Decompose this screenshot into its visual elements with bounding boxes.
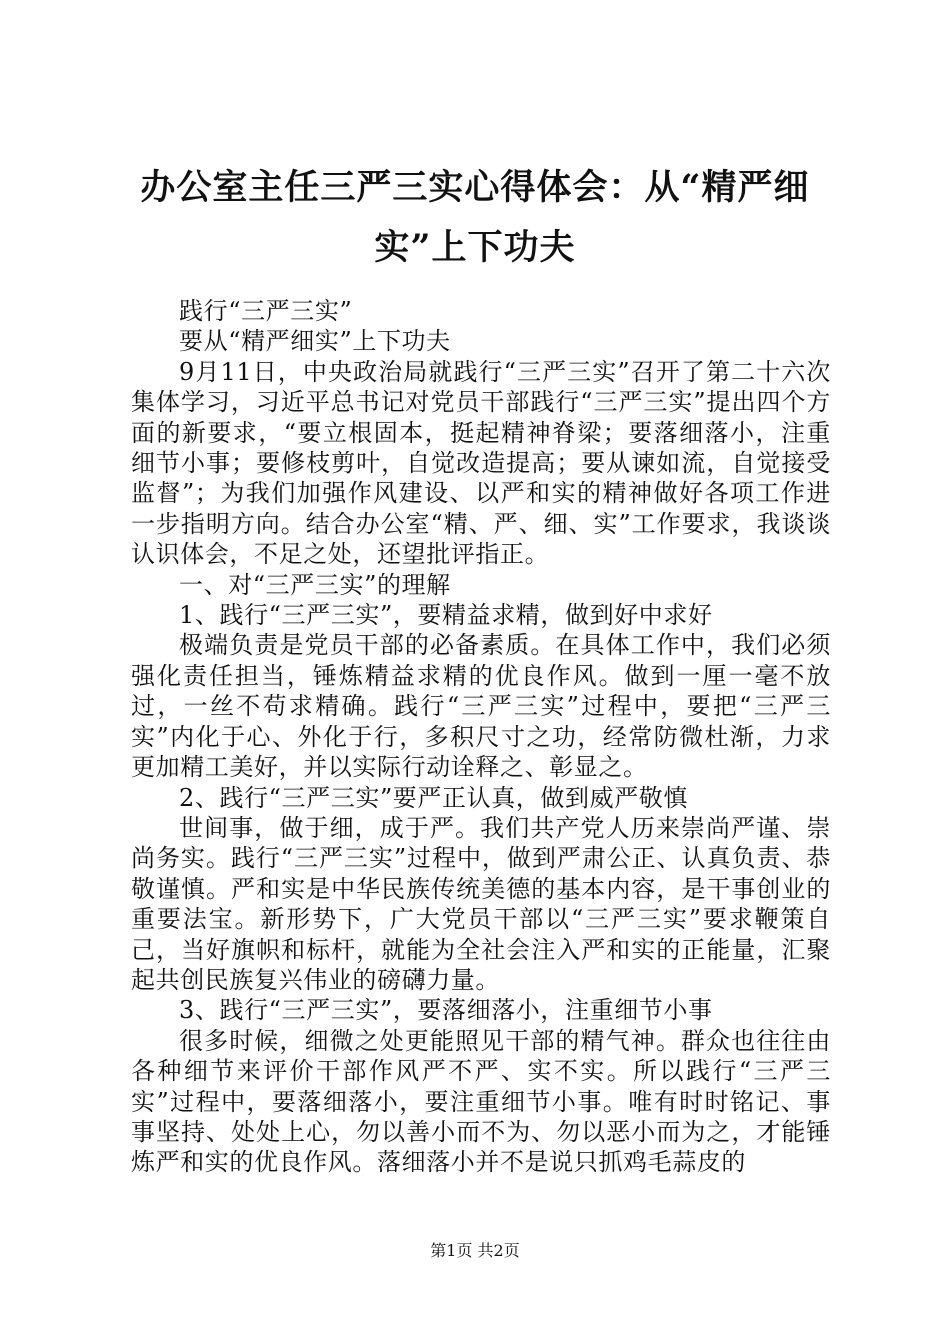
paragraph: 很多时候，细微之处更能照见干部的精气神。群众也往往由各种细节来评价干部作风严不严、实不实。所以践行“三严三实”过程中，要落细落小，要注重细节小事。唯有时时铭记、事事坚持、处处上心，勿以善小而不为、勿以恶小而为之，才能锤炼严和实的优良作风。落细落小并不是说只抓鸡毛蒜皮的: [131, 1026, 831, 1177]
section-heading: 一、对“三严三实”的理解: [179, 570, 451, 599]
page-footer: 第1页 共2页: [430, 1241, 520, 1260]
paragraph: 要从“精严细实”上下功夫: [179, 327, 451, 356]
subsection-heading: 3、践行“三严三实”，要落细落小，注重细节小事: [179, 996, 713, 1025]
paragraph: 世间事，做于细，成于严。我们共产党人历来崇尚严谨、崇尚务实。践行“三严三实”过程中，做到严肃公正、认真负责、恭敬谨慎。严和实是中华民族传统美德的基本内容，是干事创业的重要法宝。新形势下，广大党员干部以“三严三实”要求鞭策自己，当好旗帜和标杆，就能为全社会注入严和实的正能量，汇聚起共创民族复兴伟业的磅礴力量。: [131, 813, 831, 994]
document-body: [131, 296, 831, 1178]
subsection-heading: 1、践行“三严三实”，要精益求精，做到好中求好: [179, 601, 713, 630]
paragraph: 践行“三严三实”: [179, 297, 353, 325]
subsection-heading: 2、践行“三严三实”要严正认真，做到威严敬慎: [179, 783, 689, 812]
paragraph: 9月11日，中央政治局就践行“三严三实”召开了第二十六次集体学习，习近平总书记对党员干部践行“三严三实”提出四个方面的新要求，“要立根固本，挺起精神脊梁；要落细落小，注重细节小事；要修枝剪叶，自觉改造提高；要从谏如流，自觉接受监督”；为我们加强作风建设、以严和实的精神做好各项工作进一步指明方向。结合办公室“精、严、细、实”工作要求，我谈谈认识体会，不足之处，还望批评指正。: [131, 357, 831, 569]
paragraph: 极端负责是党员干部的必备素质。在具体工作中，我们必须强化责任担当，锤炼精益求精的优良作风。做到一厘一毫不放过，一丝不苟求精确。践行“三严三实”过程中，要把“三严三实”内化于心、外化于行，多积尺寸之功，经常防微杜渐，力求更加精工美好，并以实际行动诠释之、彰显之。: [131, 631, 831, 782]
document-title: 办公室主任三严三实心得体会：从“精严细实”上下功夫: [140, 167, 810, 268]
